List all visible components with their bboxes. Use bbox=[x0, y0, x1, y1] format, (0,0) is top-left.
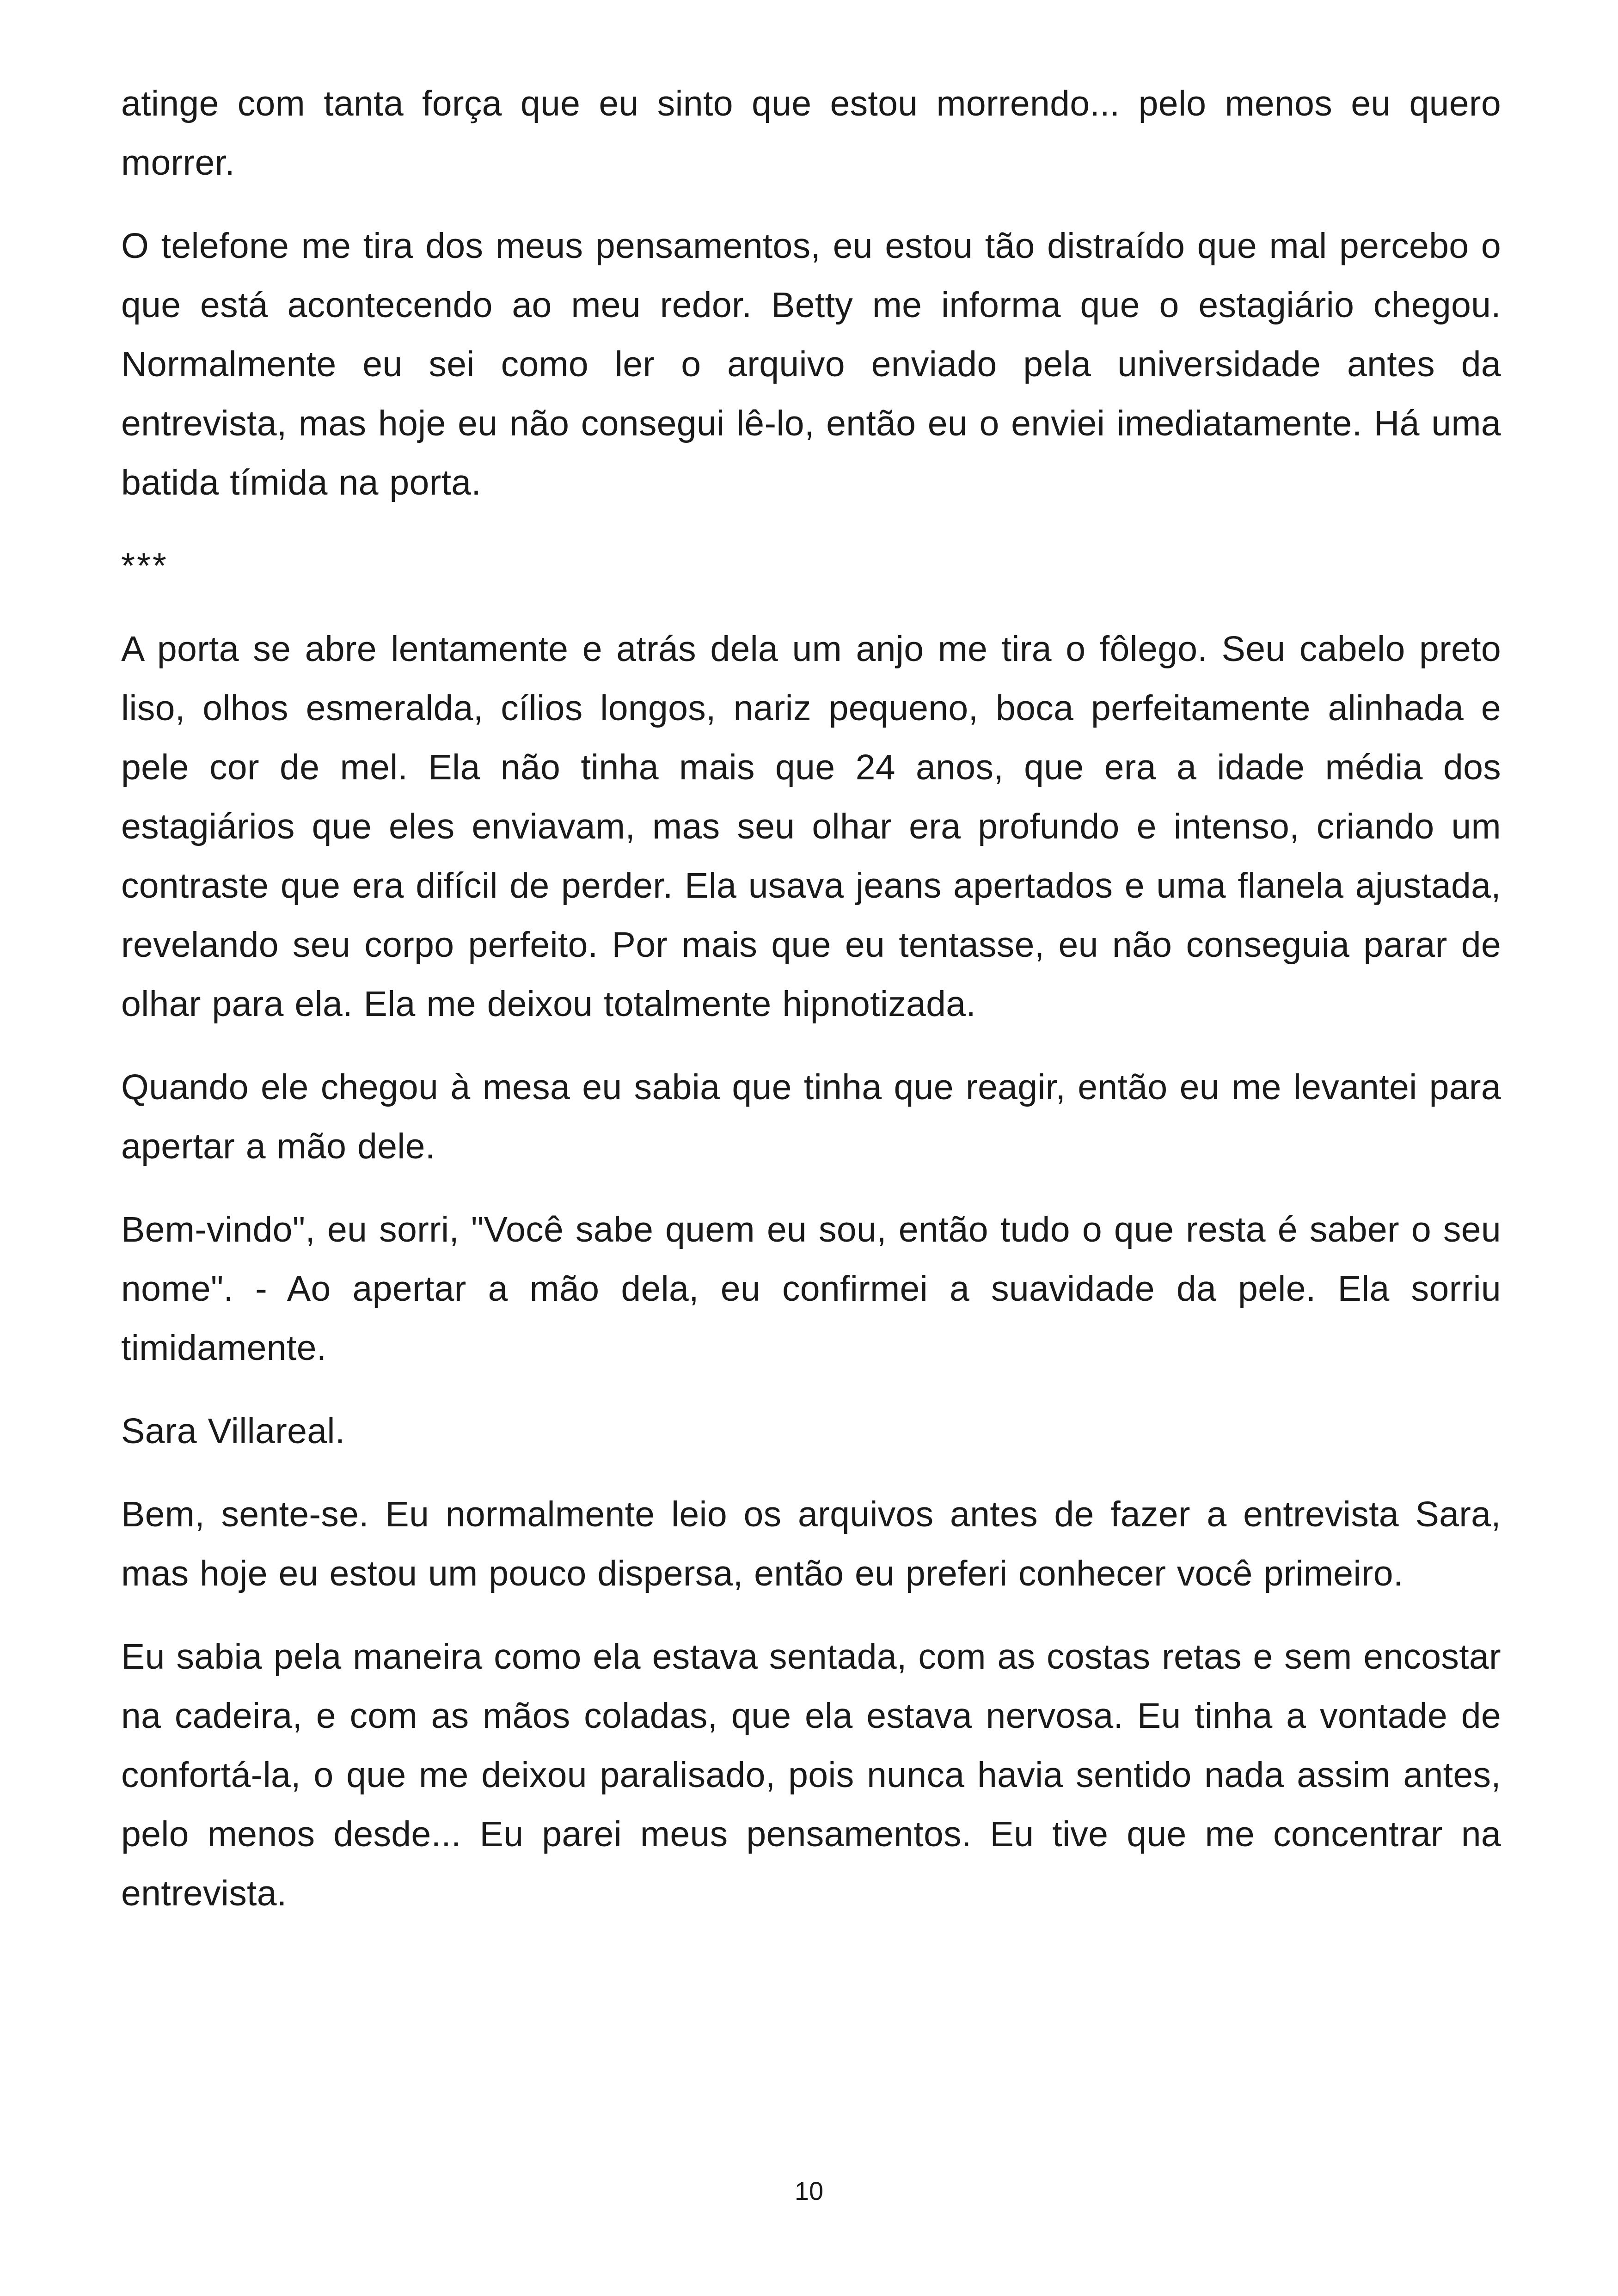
paragraph: Bem, sente-se. Eu normalmente leio os arquivos antes de fazer a entrevista Sara, mas hoje eu estou um pouco dispersa, então eu preferi conhecer você primeiro. bbox=[121, 1494, 1501, 1593]
paragraph: Bem-vindo", eu sorri, "Você sabe quem eu sou, então tudo o que resta é saber o seu nome". - Ao apertar a mão dela, eu confirmei a suavidade da pele. Ela sorriu timidamente. bbox=[121, 1210, 1501, 1368]
paragraph: Eu sabia pela maneira como ela estava sentada, com as costas retas e sem encostar na cadeira, e com as mãos coladas, que ela estava nervosa. Eu tinha a vontade de confortá-la, o que me deixou paralisado, pois nunca havia sentido nada assim antes, pelo menos desde... Eu parei meus pensamentos. Eu tive que me concentrar na entrevista. bbox=[121, 1637, 1501, 1913]
paragraph: Quando ele chegou à mesa eu sabia que tinha que reagir, então eu me levantei para apertar a mão dele. bbox=[121, 1067, 1501, 1166]
document-page bbox=[121, 74, 1501, 1947]
paragraph: O telefone me tira dos meus pensamentos, eu estou tão distraído que mal percebo o que está acontecendo ao meu redor. Betty me informa que o estagiário chegou. Normalmente eu sei como ler o arquivo enviado pela universidade antes da entrevista, mas hoje eu não consegui lê-lo, então eu o enviei imediatamente. Há uma batida tímida na porta. bbox=[121, 226, 1501, 502]
scene-separator: *** bbox=[121, 546, 168, 586]
paragraph: atinge com tanta força que eu sinto que estou morrendo... pelo menos eu quero morrer. bbox=[121, 84, 1501, 183]
paragraph: A porta se abre lentamente e atrás dela um anjo me tira o fôlego. Seu cabelo preto liso, olhos esmeralda, cílios longos, nariz pequeno, boca perfeitamente alinhada e pele cor de mel. Ela não tinha mais que 24 anos, que era a idade média dos estagiários que eles enviavam, mas seu olhar era profundo e intenso, criando um contraste que era difícil de perder. Ela usava jeans apertados e uma flanela ajustada, revelando seu corpo perfeito. Por mais que eu tentasse, eu não conseguia parar de olhar para ela. Ela me deixou totalmente hipnotizada. bbox=[121, 629, 1501, 1024]
page-number: 10 bbox=[794, 2176, 824, 2205]
paragraph: Sara Villareal. bbox=[121, 1411, 345, 1451]
